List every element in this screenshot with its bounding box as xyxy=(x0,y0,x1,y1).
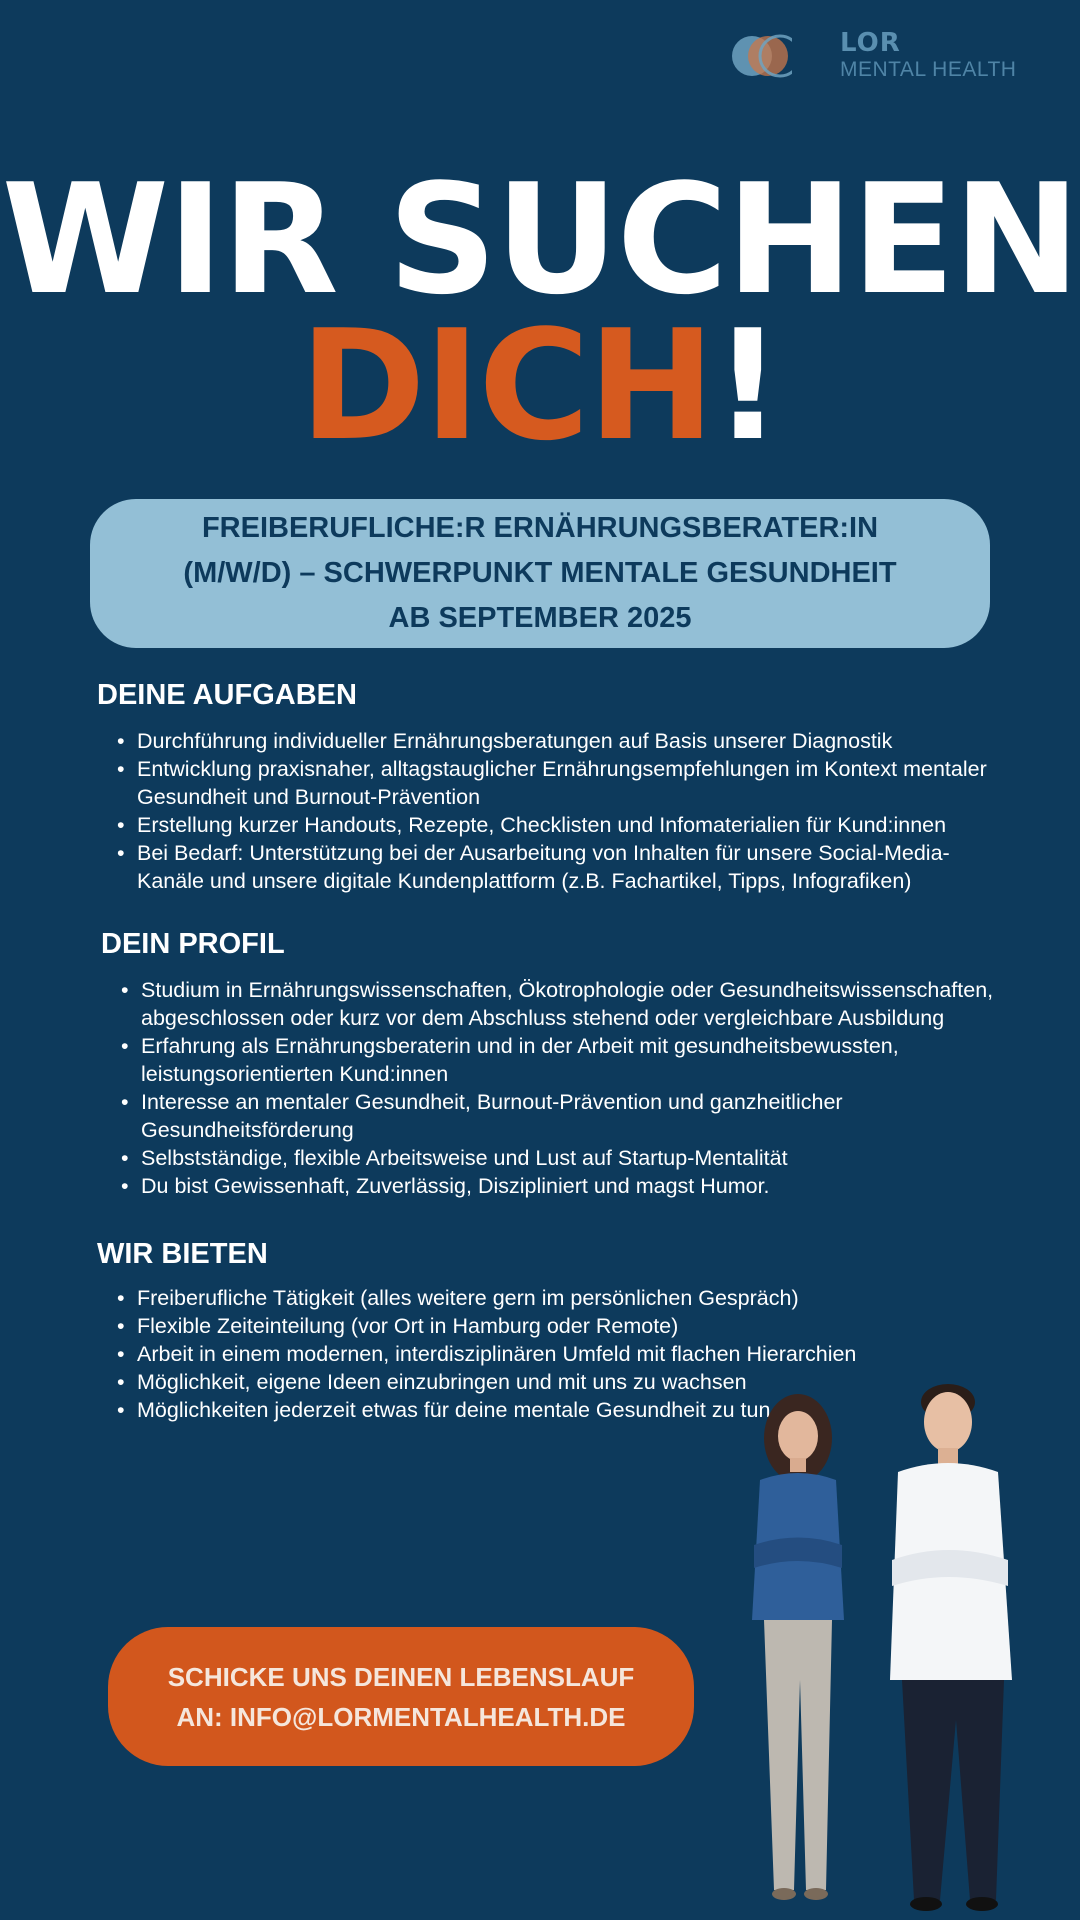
headline-accent-word: DICH xyxy=(299,297,714,474)
list-item: • Bei Bedarf: Unterstützung bei der Ausarbeitung von Inhalten für unsere Social-Media-Kanäle und unsere digitale Kundenplattform (z.B. Fachartikel, Tipps, Infografiken) xyxy=(115,839,1015,895)
section-title-bieten: WIR BIETEN xyxy=(97,1238,268,1270)
logo-subtitle: MENTAL HEALTH xyxy=(840,58,1017,81)
headline-exclamation: ! xyxy=(713,297,781,474)
list-item: • Erfahrung als Ernährungsberaterin und in der Arbeit mit gesundheitsbewussten, leistungsorientierten Kund:innen xyxy=(119,1032,999,1088)
company-logo xyxy=(732,28,1032,84)
list-item: • Entwicklung praxisnaher, alltagstauglicher Ernährungsempfehlungen im Kontext mentaler Gesundheit und Burnout-Prävention xyxy=(115,755,1015,811)
headline-line-1: WIR SUCHEN xyxy=(1,151,1079,328)
list-item: • Arbeit in einem modernen, interdisziplinären Umfeld mit flachen Hierarchien xyxy=(115,1340,915,1368)
list-item: • Erstellung kurzer Handouts, Rezepte, Checklisten und Infomaterialien für Kund:innen xyxy=(115,811,1015,839)
list-item: • Du bist Gewissenhaft, Zuverlässig, Diszipliniert und magst Humor. xyxy=(119,1172,999,1200)
list-item: • Interesse an mentaler Gesundheit, Burnout-Prävention und ganzheitlicher Gesundheitsförderung xyxy=(119,1088,999,1144)
list-item: • Durchführung individueller Ernährungsberatungen auf Basis unserer Diagnostik xyxy=(115,727,1015,755)
position-title-line-1: FREIBERUFLICHE:R ERNÄHRUNGSBERATER:IN xyxy=(201,512,879,544)
aufgaben-list xyxy=(115,727,1015,895)
apply-call-to-action[interactable] xyxy=(108,1627,694,1766)
position-title-line-3: AB SEPTEMBER 2025 xyxy=(388,602,692,634)
person-man-figure xyxy=(890,1384,1012,1911)
overlapping-circles-logo-icon xyxy=(732,32,792,80)
section-title-aufgaben: DEINE AUFGABEN xyxy=(97,679,357,711)
headline-line-2 xyxy=(0,297,1080,474)
list-item: • Möglichkeit, eigene Ideen einzubringen und mit uns zu wachsen xyxy=(115,1368,915,1396)
person-woman-figure xyxy=(752,1394,844,1900)
position-title-line-2: (M/W/D) – SCHWERPUNKT MENTALE GESUNDHEIT xyxy=(183,557,897,589)
list-item: • Flexible Zeiteinteilung (vor Ort in Hamburg oder Remote) xyxy=(115,1312,915,1340)
position-title-box xyxy=(90,499,990,648)
list-item: • Studium in Ernährungswissenschaften, Ökotrophologie oder Gesundheitswissenschaften, abgeschlossen oder kurz vor dem Abschluss stehend oder vergleichbare Ausbildung xyxy=(119,976,999,1032)
list-item: • Freiberufliche Tätigkeit (alles weitere gern im persönlichen Gespräch) xyxy=(115,1284,915,1312)
logo-title: LOR xyxy=(840,28,901,58)
section-title-profil: DEIN PROFIL xyxy=(101,928,285,960)
profil-list xyxy=(119,976,999,1200)
list-item: • Selbstständige, flexible Arbeitsweise und Lust auf Startup-Mentalität xyxy=(119,1144,999,1172)
team-photo xyxy=(720,1380,1040,1920)
cta-line-1: SCHICKE UNS DEINEN LEBENSLAUF xyxy=(167,1661,635,1692)
list-item: • Möglichkeiten jederzeit etwas für deine mentale Gesundheit zu tun xyxy=(115,1396,915,1424)
cta-line-2: AN: INFO@LORMENTALHEALTH.DE xyxy=(176,1701,626,1732)
